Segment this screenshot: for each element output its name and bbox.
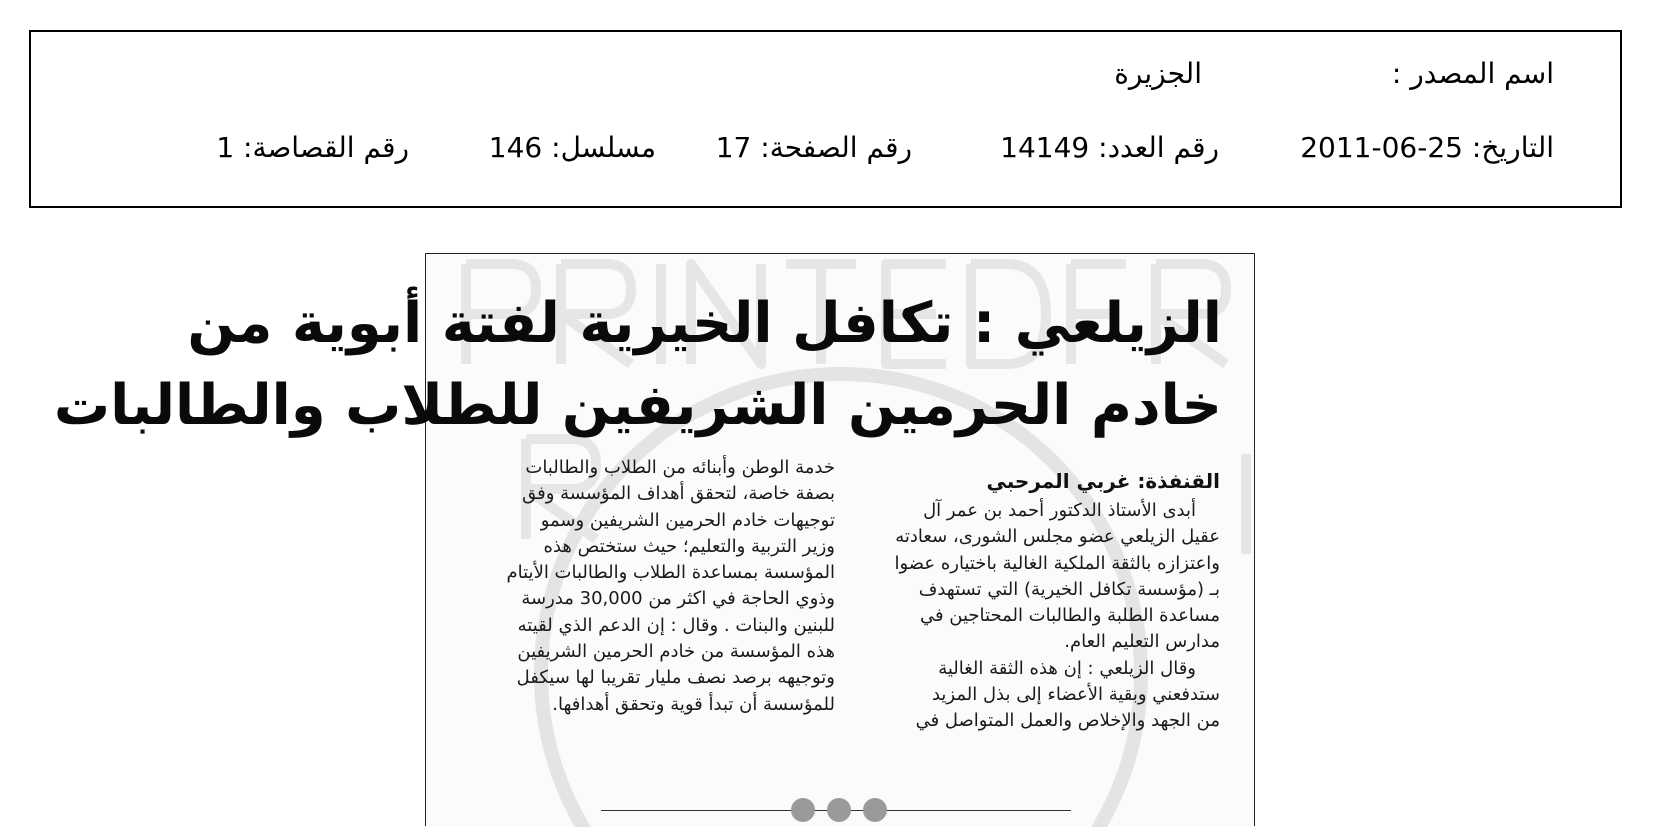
serial-field: مسلسل: 146: [488, 131, 656, 164]
paragraph-line: للبنين والبنات . وقال : إن الدعم الذي لقيته: [517, 614, 835, 636]
paragraph-line: توجيهات خادم الحرمين الشريفين وسمو: [540, 509, 835, 531]
paragraph-line: عقيل الزيلعي عضو مجلس الشورى، سعادته: [895, 526, 1220, 548]
byline: القنفذة: غربي المرحبي: [986, 469, 1220, 493]
ornament-dot-icon: [827, 798, 851, 822]
article-column-right: [860, 498, 1220, 735]
paragraph-line: وقال الزيلعي : إن هذه الثقة الغالية: [938, 657, 1196, 679]
header-row-details: [71, 128, 1554, 168]
paragraph-line: وذوي الحاجة في اكثر من 30,000 مدرسة: [521, 588, 835, 610]
metadata-header-box: [29, 30, 1622, 208]
paragraph-line: مدارس التعليم العام.: [1064, 631, 1220, 653]
paragraph-line: للمؤسسة أن تبدأ قوية وتحقق أهدافها.: [552, 693, 835, 715]
header-row-source: [71, 54, 1554, 94]
paragraph-line: ستدفعني وبقية الأعضاء إلى بذل المزيد: [931, 684, 1220, 706]
clip-number-field: رقم القصاصة: 1: [216, 131, 409, 164]
paragraph-line: هذه المؤسسة من خادم الحرمين الشريفين: [517, 641, 835, 663]
date-field: التاريخ: 25-06-2011: [1300, 131, 1554, 164]
source-label: اسم المصدر :: [1391, 57, 1554, 90]
ornament-dot-icon: [791, 798, 815, 822]
source-value: الجزيرة: [1114, 57, 1202, 90]
headline-line-2: خادم الحرمين الشريفين للطلاب والطالبات: [53, 373, 1222, 438]
paragraph-line: المؤسسة بمساعدة الطلاب والطالبات الأيتام: [506, 562, 835, 584]
paragraph-line: بصفة خاصة، لتحقق أهداف المؤسسة وفق: [522, 483, 835, 505]
paragraph-line: بـ (مؤسسة تكافل الخيرية) التي تستهدف: [918, 578, 1220, 600]
ornament-dot-icon: [863, 798, 887, 822]
paragraph-line: من الجهد والإخلاص والعمل المتواصل في: [915, 710, 1220, 732]
paragraph-line: أبدى الأستاذ الدكتور أحمد بن عمر آل: [923, 500, 1196, 521]
page-number-field: رقم الصفحة: 17: [715, 131, 912, 164]
paragraph-line: وزير التربية والتعليم؛ حيث ستختص هذه: [543, 535, 835, 557]
paragraph-line: مساعدة الطلبة والطالبات المحتاجين في: [919, 605, 1220, 627]
headline-line-1: الزيلعي : تكافل الخيرية لفتة أبوية من: [187, 291, 1222, 356]
paragraph-line: خدمة الوطن وأبنائه من الطلاب والطالبات: [525, 457, 835, 478]
article-column-left: [465, 455, 835, 718]
paragraph-line: وتوجيهه برصد نصف مليار تقريبا لها سيكفل: [516, 667, 835, 689]
issue-number-field: رقم العدد: 14149: [1000, 131, 1219, 164]
newspaper-clipping: [53, 253, 1255, 826]
paragraph-line: واعتزازه بالثقة الملكية الغالية باختياره عضوا: [894, 552, 1220, 574]
